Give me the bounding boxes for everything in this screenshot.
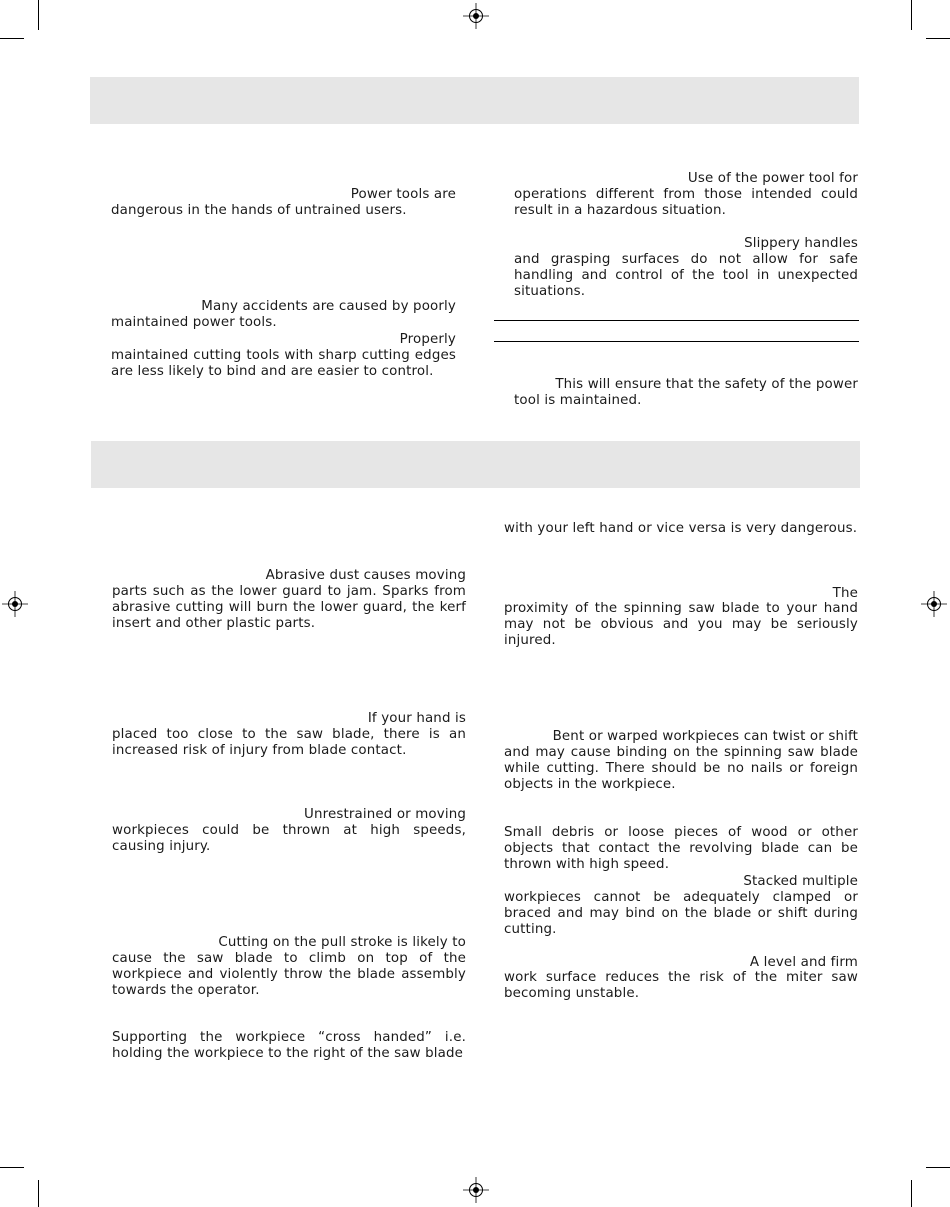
paragraph: maintained cutting tools with sharp cutting edges are less likely to bind and are easier to control. (111, 348, 456, 379)
registration-mark-icon (463, 3, 489, 29)
paragraph-line: Cutting on the pull stroke is likely to (218, 935, 466, 950)
paragraph: tool is maintained. (514, 393, 642, 408)
section-header-band (90, 77, 859, 124)
paragraph: with your left hand or vice versa is very dangerous. (504, 521, 858, 536)
paragraph: maintained power tools. (111, 315, 277, 330)
paragraph: workpieces cannot be adequately clamped or braced and may bind on the blade or shift during cutting. (504, 890, 858, 937)
paragraph-line: Slippery handles (744, 236, 858, 251)
paragraph-line: A level and firm (749, 955, 858, 970)
paragraph-line: Abrasive dust causes moving (265, 568, 466, 583)
paragraph: Supporting the workpiece “cross handed” i.e. holding the workpiece to the right of the saw blade (112, 1030, 466, 1061)
crop-mark (911, 0, 912, 30)
paragraph: work surface reduces the risk of the miter saw becoming unstable. (504, 970, 858, 1001)
paragraph-line: Many accidents are caused by poorly (201, 299, 456, 314)
crop-mark (0, 1167, 24, 1168)
paragraph: cause the saw blade to climb on top of the workpiece and violently throw the blade assembly towards the operator. (112, 951, 466, 998)
crop-mark (911, 1180, 912, 1207)
divider (494, 320, 859, 321)
section-header-band (91, 441, 860, 488)
paragraph: Small debris or loose pieces of wood or other objects that contact the revolving blade can be thrown with high speed. (504, 825, 858, 872)
crop-mark (38, 1180, 39, 1207)
paragraph-line: Stacked multiple (743, 874, 858, 889)
paragraph: proximity of the spinning saw blade to your hand may not be obvious and you may be seriously injured. (504, 601, 858, 648)
registration-mark-icon (463, 1177, 489, 1203)
paragraph: workpieces could be thrown at high speeds, causing injury. (112, 823, 466, 854)
paragraph-line: If your hand is (367, 711, 466, 726)
paragraph-line: Properly (399, 332, 456, 347)
paragraph-line: The (832, 586, 858, 601)
crop-mark (38, 0, 39, 30)
paragraph: and grasping surfaces do not allow for safe handling and control of the tool in unexpected situations. (514, 252, 858, 299)
paragraph: placed too close to the saw blade, there is an increased risk of injury from blade contact. (112, 727, 466, 758)
paragraph: parts such as the lower guard to jam. Sparks from abrasive cutting will burn the lower guard, the kerf insert and other plastic parts. (112, 584, 466, 631)
paragraph: and may cause binding on the spinning saw blade while cutting. There should be no nails or foreign objects in the workpiece. (504, 745, 858, 792)
paragraph-line: Unrestrained or moving (304, 807, 466, 822)
paragraph: dangerous in the hands of untrained users. (111, 203, 407, 218)
registration-mark-icon (921, 591, 947, 617)
divider (494, 341, 859, 342)
paragraph-line: Use of the power tool for (687, 171, 858, 186)
paragraph-line: Power tools are (350, 187, 456, 202)
paragraph-line: This will ensure that the safety of the power (555, 377, 858, 392)
crop-mark (0, 38, 24, 39)
crop-mark (926, 1167, 950, 1168)
paragraph-line: Bent or warped workpieces can twist or shift (552, 729, 858, 744)
registration-mark-icon (2, 591, 28, 617)
paragraph: operations different from those intended could result in a hazardous situation. (514, 187, 858, 218)
crop-mark (926, 38, 950, 39)
